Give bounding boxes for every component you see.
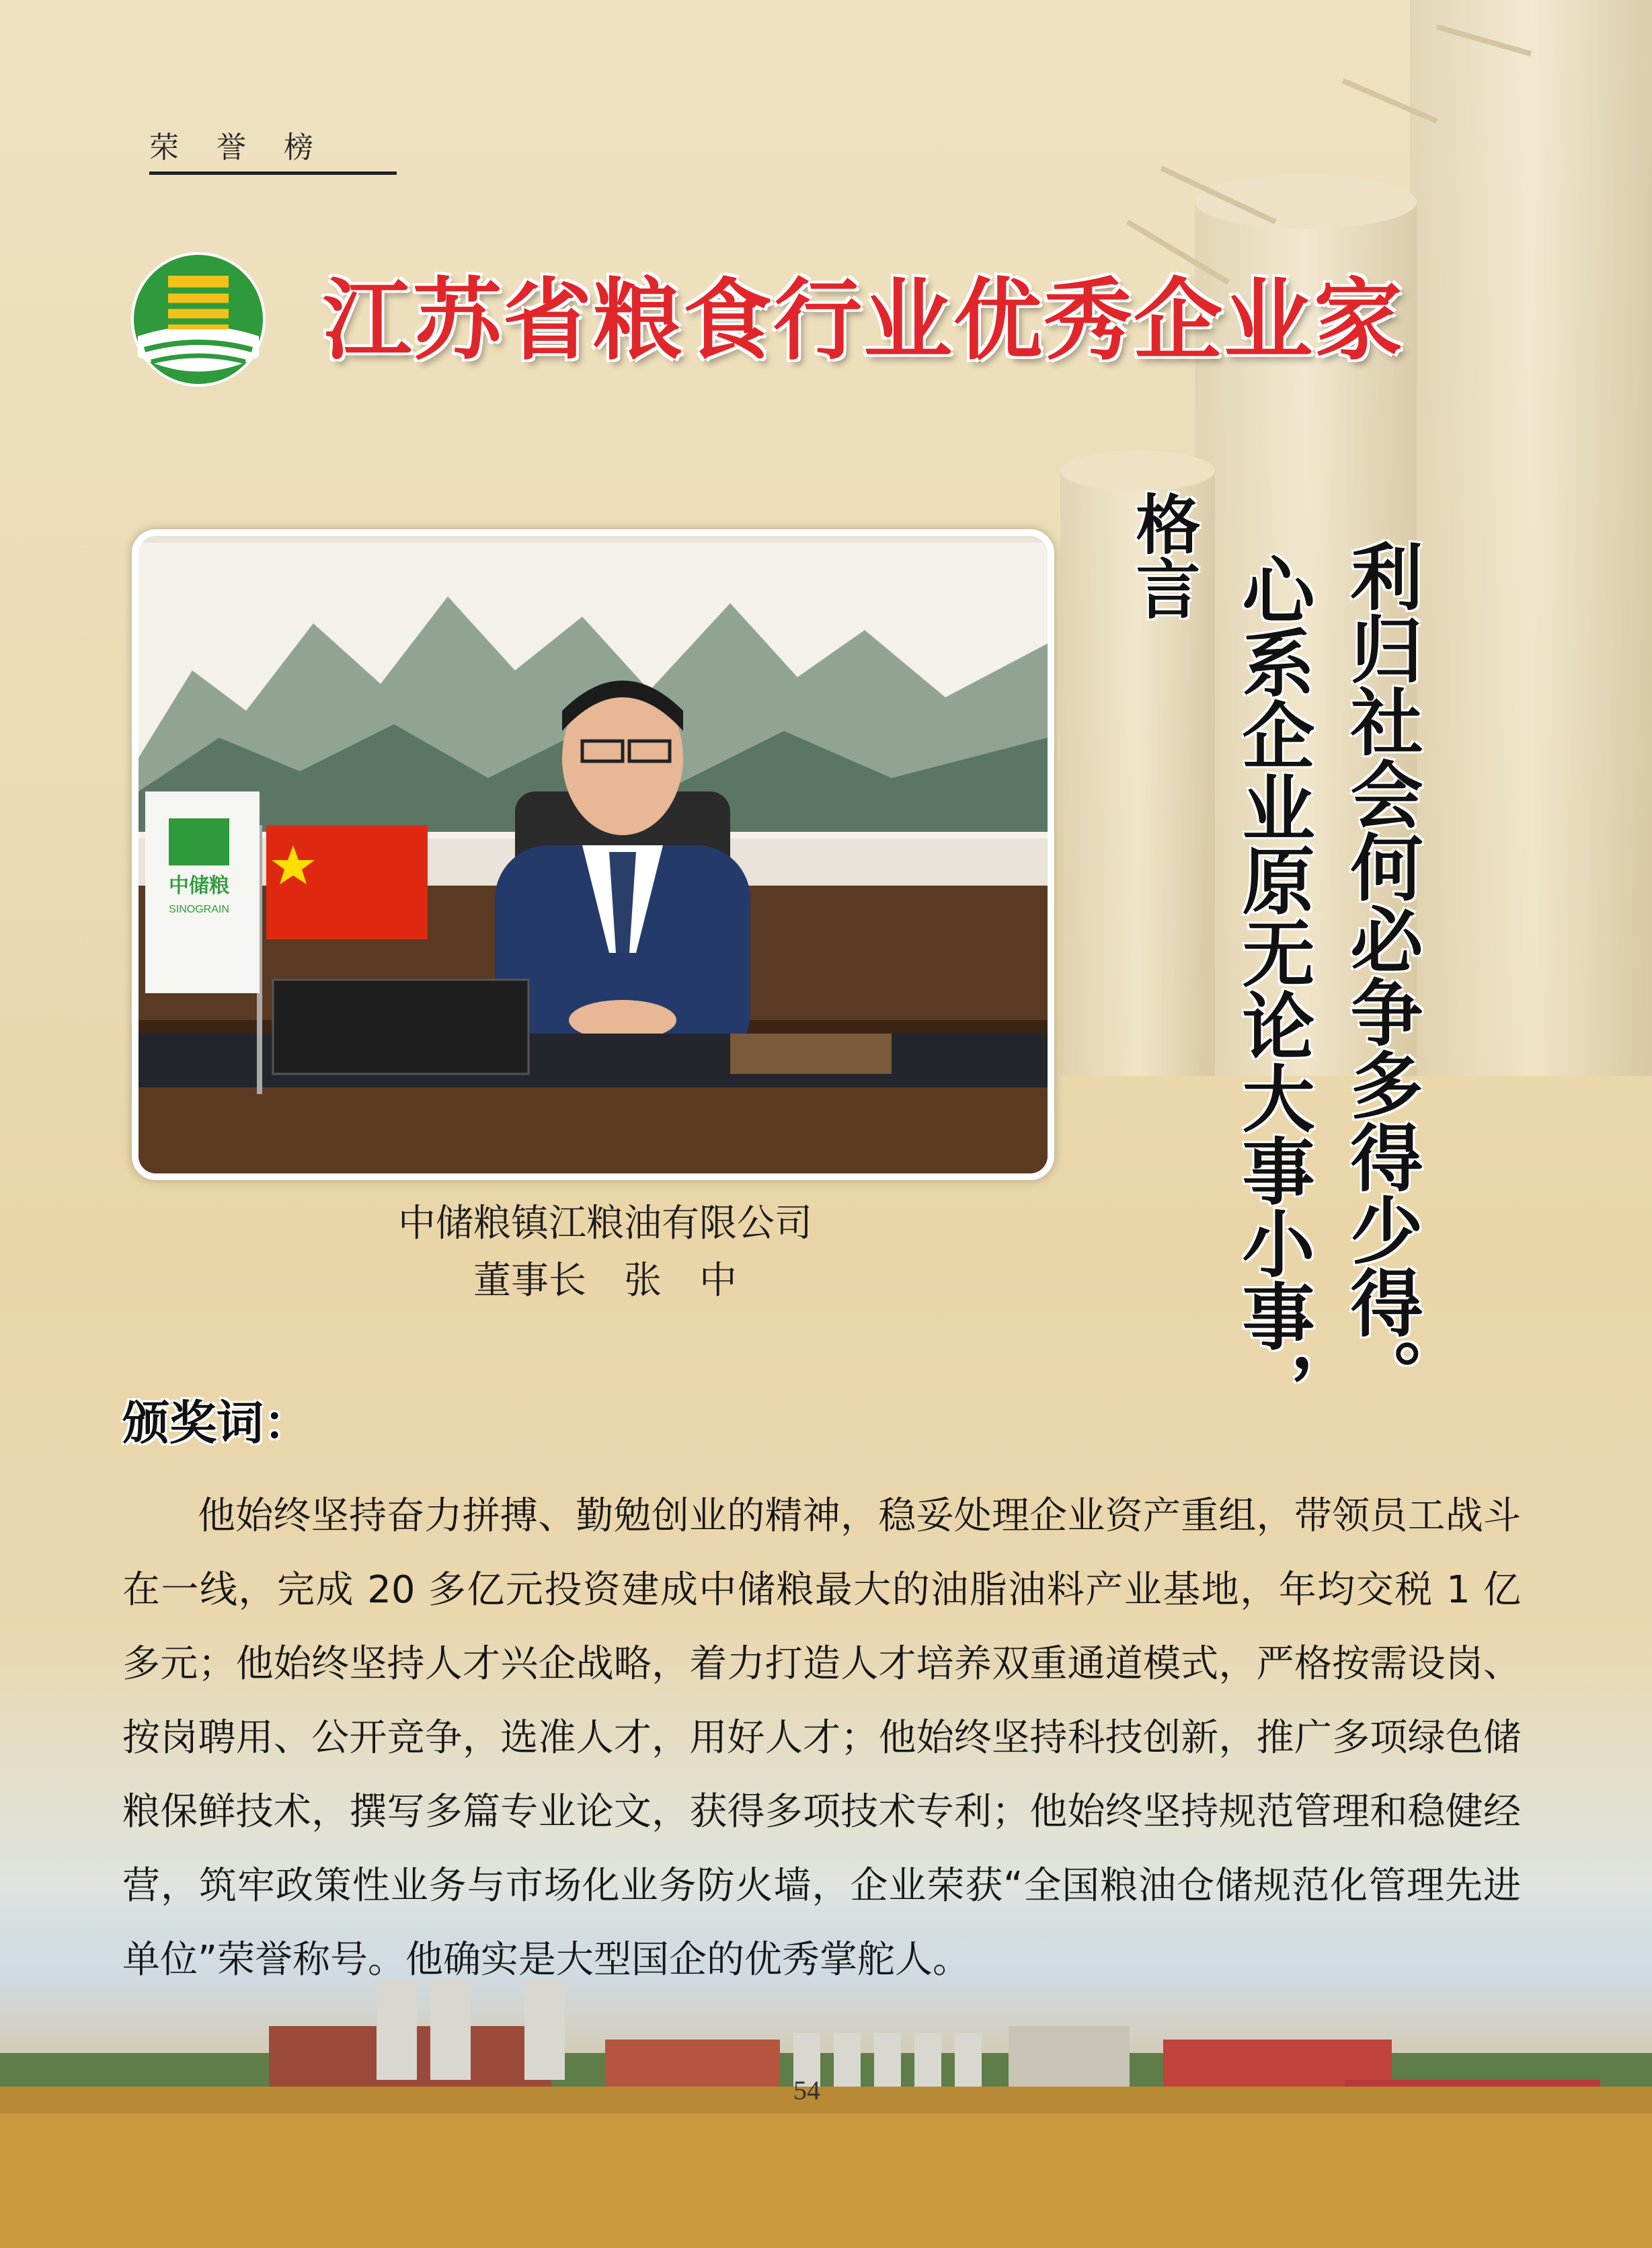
photo-logo-subtext: SINOGRAIN — [169, 904, 229, 915]
section-tag — [149, 118, 397, 175]
motto-line-1: 利归社会何必争多得少得。 — [1338, 539, 1423, 1411]
award-text: 他始终坚持奋力拼搏、勤勉创业的精神，稳妥处理企业资产重组，带领员工战斗在一线，完成 20 多亿元投资建成中储粮最大的油脂油料产业基地，年均交税 1 亿多元；他始终坚持人才兴企战略，着力打造人才培养双重通道模式，严格按需设岗、按岗聘用、公开竞争，选准人才，用好人才；他始终坚持科技创新，推广多项绿色储粮保鲜技术，撰写多篇专业论文，获得多项技术专利；他始终坚持规范管理和稳健经营，筑牢政策性业务与市场化业务防火墙，企业荣获“全国粮油仓储规范化管理先进单位”荣誉称号。他确实是大型国企的优秀掌舵人。 — [122, 1494, 1521, 1982]
motto-label — [1116, 491, 1201, 620]
office-scene — [139, 536, 1048, 1173]
portrait-photo — [132, 529, 1054, 1180]
page-number: 54 — [793, 2075, 820, 2105]
photo-logo-text: 中储粮 — [169, 875, 229, 897]
caption-title-name: 董事长 张 中 — [473, 1259, 737, 1303]
caption-company: 中储粮镇江粮油有限公司 — [398, 1202, 812, 1245]
motto-line-2: 心系企业原无论大事小事， — [1230, 553, 1314, 1424]
page-headline: 江苏省粮食行业优秀企业家 — [323, 269, 1404, 373]
motto-label-text: 格言 — [1126, 491, 1201, 620]
grain-logo-icon — [128, 249, 269, 390]
award-label: 颁奖词： — [122, 1395, 311, 1450]
section-tag-label: 荣誉榜 — [149, 130, 351, 165]
